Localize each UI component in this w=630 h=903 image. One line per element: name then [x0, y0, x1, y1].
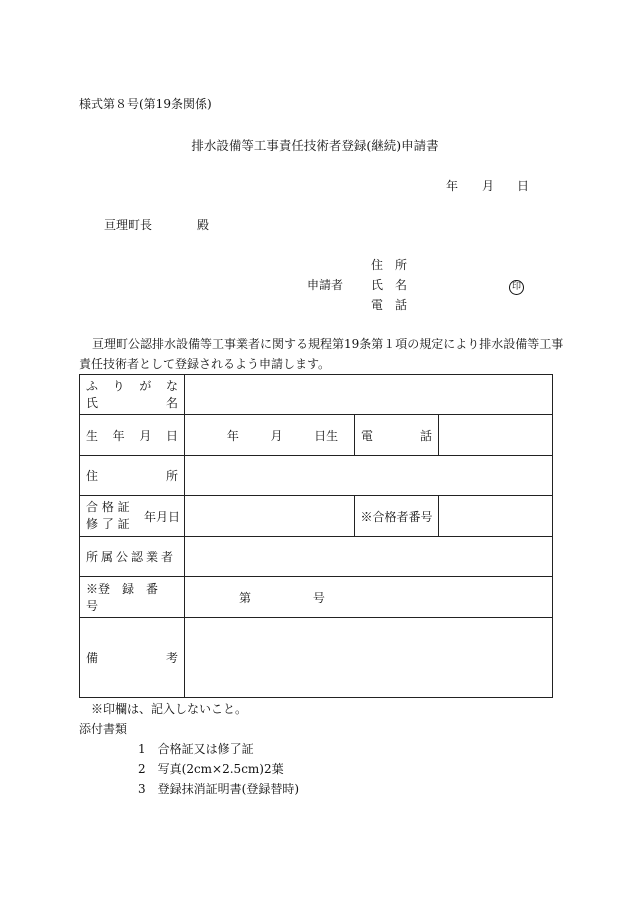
body-text-line2: 責任技術者として登録されるよう申請します。: [79, 357, 331, 371]
phone-label: 電 話: [361, 428, 432, 443]
registration-label-cell: [80, 577, 185, 618]
date-day-label: 日: [517, 179, 530, 193]
form-number: 様式第８号(第19条関係): [79, 97, 212, 111]
cert-number-label-cell: [355, 496, 439, 537]
addressee-honorific: 殿: [197, 218, 210, 232]
table-row: [80, 618, 553, 698]
table-row: [80, 456, 553, 496]
name-field[interactable]: [185, 375, 553, 415]
addressee-name: 亘理町長: [104, 218, 153, 232]
cert-date-label: 年月日: [143, 509, 180, 524]
remarks-field[interactable]: [185, 618, 553, 698]
remarks-label-cell: [80, 618, 185, 698]
affiliation-field[interactable]: [185, 537, 553, 577]
applicant-label: 申請者: [307, 278, 344, 292]
affiliation-label: 所属公認業者: [86, 550, 177, 564]
affiliation-label-cell: [80, 537, 185, 577]
table-row: [80, 496, 553, 537]
applicant-name-label: 氏 名: [371, 278, 408, 292]
attachment-item-1: 1 合格証又は修了証: [138, 742, 254, 756]
applicant-phone-label: 電 話: [371, 298, 408, 312]
document-title: 排水設備等工事責任技術者登録(継続)申請書: [191, 138, 439, 153]
attachment-item-3: 3 登録抹消証明書(登録替時): [138, 782, 299, 796]
date-year-label: 年: [446, 179, 459, 193]
cert-label-line1: 合 格 証: [86, 500, 130, 514]
birth-label-cell: [80, 415, 185, 456]
table-row: [80, 537, 553, 577]
table-row: [80, 415, 553, 456]
birth-label: 生 年 月 日: [86, 428, 178, 443]
furigana-label: ふ り が な: [86, 378, 178, 393]
name-label-cell: [80, 375, 185, 415]
seal-mark: [509, 277, 524, 295]
phone-label-cell: [355, 415, 439, 456]
remarks-label: 備 考: [86, 651, 178, 665]
cert-number-field[interactable]: [439, 496, 553, 537]
table-row: [80, 375, 553, 415]
body-text-line1: 亘理町公認排水設備等工事業者に関する規程第19条第１項の規定により排水設備等工事: [92, 337, 564, 351]
cert-label-line2: 修 了 証: [86, 517, 130, 531]
address-field[interactable]: [185, 456, 553, 496]
note-text: ※印欄は、記入しないこと。: [91, 702, 248, 716]
applicant-address-label: 住 所: [371, 258, 408, 272]
table-row: [80, 577, 553, 618]
address-label-cell: [80, 456, 185, 496]
cert-date-field[interactable]: [185, 496, 355, 537]
birth-month-label: 月: [270, 428, 283, 443]
cert-number-label: ※合格者番号: [360, 509, 433, 524]
birth-year-label: 年: [226, 428, 239, 443]
application-table: [79, 374, 553, 698]
date-month-label: 月: [482, 179, 495, 193]
cert-label-cell: [80, 496, 185, 537]
name-label: 氏 名: [86, 395, 178, 410]
registration-label: ※登 録 番 号: [86, 582, 171, 613]
registration-prefix: 第: [239, 590, 252, 605]
birth-day-label: 日生: [314, 428, 339, 443]
seal-icon: 印: [509, 280, 524, 295]
registration-suffix: 号: [312, 590, 325, 605]
attachment-item-2: 2 写真(2cm×2.5cm)2葉: [138, 762, 284, 776]
address-label: 住 所: [86, 469, 178, 483]
attachments-title: 添付書類: [79, 722, 128, 736]
registration-field[interactable]: [185, 577, 553, 618]
phone-field[interactable]: [439, 415, 553, 456]
birth-date-field[interactable]: [185, 415, 355, 456]
